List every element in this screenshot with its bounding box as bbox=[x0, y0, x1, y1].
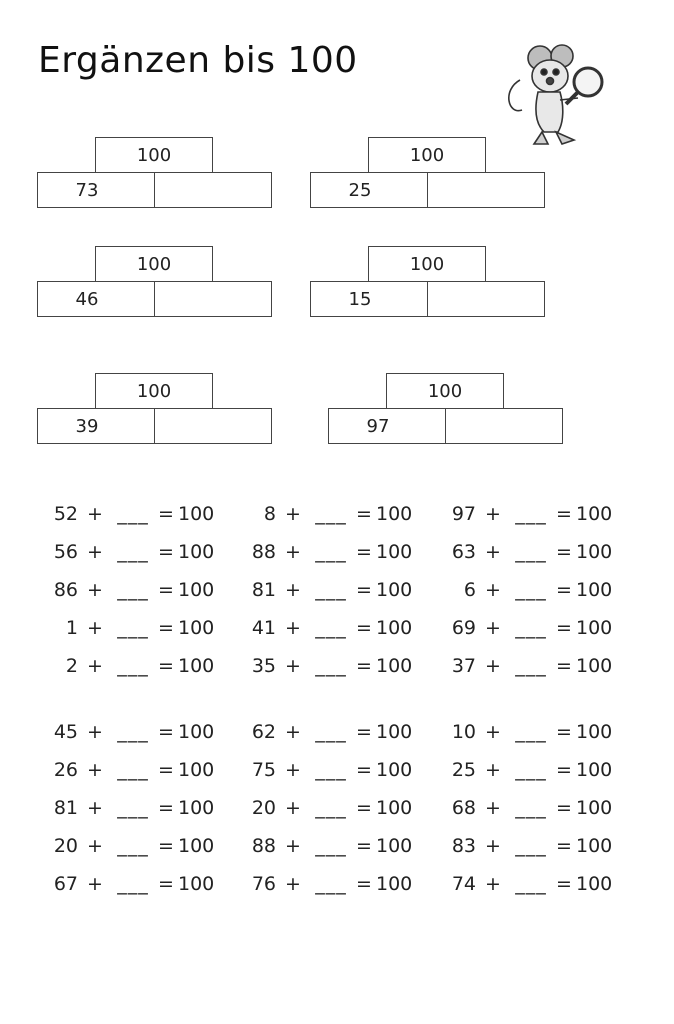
equation-row bbox=[250, 865, 430, 903]
answer-blank[interactable]: ___ bbox=[315, 797, 347, 819]
answer-blank[interactable]: ___ bbox=[117, 541, 149, 563]
addend: 20 bbox=[53, 835, 78, 857]
answer-blank[interactable]: ___ bbox=[315, 759, 347, 781]
equation-column bbox=[250, 713, 430, 903]
equation-row bbox=[52, 495, 232, 533]
equals-sign: = bbox=[356, 655, 372, 677]
plus-sign: + bbox=[485, 503, 501, 525]
plus-sign: + bbox=[485, 873, 501, 895]
plus-sign: + bbox=[87, 503, 103, 525]
answer-blank[interactable]: ___ bbox=[515, 873, 547, 895]
number-pyramid bbox=[37, 246, 273, 318]
result: 100 bbox=[178, 655, 215, 677]
plus-sign: + bbox=[285, 873, 301, 895]
number-pyramid bbox=[37, 373, 273, 445]
page-title: Ergänzen bis 100 bbox=[38, 40, 358, 81]
result: 100 bbox=[576, 503, 613, 525]
addend: 25 bbox=[451, 759, 476, 781]
answer-blank[interactable]: ___ bbox=[515, 797, 547, 819]
answer-blank[interactable]: ___ bbox=[515, 579, 547, 601]
plus-sign: + bbox=[485, 617, 501, 639]
answer-blank[interactable]: ___ bbox=[117, 873, 149, 895]
pyramid-top: 100 bbox=[95, 246, 213, 282]
result: 100 bbox=[576, 835, 613, 857]
plus-sign: + bbox=[485, 835, 501, 857]
addend: 1 bbox=[65, 617, 78, 639]
result: 100 bbox=[178, 617, 215, 639]
answer-blank[interactable]: ___ bbox=[515, 617, 547, 639]
equals-sign: = bbox=[556, 835, 572, 857]
equation-row bbox=[450, 647, 630, 685]
plus-sign: + bbox=[87, 873, 103, 895]
plus-sign: + bbox=[285, 579, 301, 601]
equals-sign: = bbox=[356, 617, 372, 639]
answer-blank[interactable]: ___ bbox=[315, 835, 347, 857]
equals-sign: = bbox=[158, 579, 174, 601]
equation-column bbox=[52, 713, 232, 903]
result: 100 bbox=[178, 721, 215, 743]
plus-sign: + bbox=[285, 759, 301, 781]
equation-row bbox=[250, 827, 430, 865]
result: 100 bbox=[376, 579, 413, 601]
equation-row bbox=[450, 533, 630, 571]
pyramid-answer[interactable] bbox=[445, 408, 563, 444]
result: 100 bbox=[376, 873, 413, 895]
equals-sign: = bbox=[158, 541, 174, 563]
addend: 81 bbox=[251, 579, 276, 601]
plus-sign: + bbox=[87, 759, 103, 781]
equation-row bbox=[52, 713, 232, 751]
plus-sign: + bbox=[285, 797, 301, 819]
equals-sign: = bbox=[556, 873, 572, 895]
plus-sign: + bbox=[485, 541, 501, 563]
result: 100 bbox=[576, 579, 613, 601]
answer-blank[interactable]: ___ bbox=[117, 617, 149, 639]
equation-row bbox=[450, 571, 630, 609]
answer-blank[interactable]: ___ bbox=[315, 617, 347, 639]
answer-blank[interactable]: ___ bbox=[117, 797, 149, 819]
plus-sign: + bbox=[485, 721, 501, 743]
result: 100 bbox=[178, 797, 215, 819]
equation-row bbox=[450, 609, 630, 647]
result: 100 bbox=[376, 541, 413, 563]
equals-sign: = bbox=[158, 759, 174, 781]
result: 100 bbox=[576, 797, 613, 819]
equals-sign: = bbox=[158, 503, 174, 525]
equation-column bbox=[450, 713, 630, 903]
equals-sign: = bbox=[356, 873, 372, 895]
plus-sign: + bbox=[285, 835, 301, 857]
result: 100 bbox=[576, 873, 613, 895]
plus-sign: + bbox=[485, 655, 501, 677]
equation-column bbox=[450, 495, 630, 685]
plus-sign: + bbox=[87, 797, 103, 819]
plus-sign: + bbox=[87, 655, 103, 677]
addend: 75 bbox=[251, 759, 276, 781]
equation-row bbox=[250, 571, 430, 609]
equals-sign: = bbox=[556, 721, 572, 743]
result: 100 bbox=[178, 835, 215, 857]
result: 100 bbox=[576, 721, 613, 743]
pyramid-left: 15 bbox=[310, 281, 428, 317]
equals-sign: = bbox=[356, 835, 372, 857]
equation-row bbox=[250, 609, 430, 647]
pyramid-left: 97 bbox=[328, 408, 446, 444]
plus-sign: + bbox=[87, 835, 103, 857]
equals-sign: = bbox=[158, 797, 174, 819]
equals-sign: = bbox=[556, 759, 572, 781]
result: 100 bbox=[376, 759, 413, 781]
equation-row bbox=[250, 751, 430, 789]
result: 100 bbox=[576, 759, 613, 781]
result: 100 bbox=[376, 655, 413, 677]
addend: 74 bbox=[451, 873, 476, 895]
result: 100 bbox=[376, 721, 413, 743]
pyramid-answer[interactable] bbox=[427, 281, 545, 317]
addend: 88 bbox=[251, 835, 276, 857]
addend: 68 bbox=[451, 797, 476, 819]
result: 100 bbox=[178, 541, 215, 563]
pyramid-top: 100 bbox=[95, 137, 213, 173]
equation-row bbox=[52, 827, 232, 865]
equals-sign: = bbox=[556, 617, 572, 639]
equals-sign: = bbox=[158, 655, 174, 677]
equation-row bbox=[52, 751, 232, 789]
answer-blank[interactable]: ___ bbox=[117, 579, 149, 601]
pyramid-top: 100 bbox=[386, 373, 504, 409]
answer-blank[interactable]: ___ bbox=[117, 759, 149, 781]
addend: 86 bbox=[53, 579, 78, 601]
addend: 62 bbox=[251, 721, 276, 743]
plus-sign: + bbox=[87, 721, 103, 743]
equals-sign: = bbox=[356, 541, 372, 563]
equation-row bbox=[450, 865, 630, 903]
result: 100 bbox=[576, 655, 613, 677]
pyramid-answer[interactable] bbox=[154, 172, 272, 208]
equation-row bbox=[52, 789, 232, 827]
answer-blank[interactable]: ___ bbox=[515, 835, 547, 857]
pyramid-left: 25 bbox=[310, 172, 428, 208]
equation-row bbox=[250, 713, 430, 751]
pyramid-answer[interactable] bbox=[427, 172, 545, 208]
addend: 10 bbox=[451, 721, 476, 743]
plus-sign: + bbox=[485, 759, 501, 781]
pyramid-top: 100 bbox=[368, 246, 486, 282]
answer-blank[interactable]: ___ bbox=[315, 655, 347, 677]
number-pyramid bbox=[37, 137, 273, 209]
pyramid-left: 39 bbox=[37, 408, 155, 444]
addend: 88 bbox=[251, 541, 276, 563]
pyramid-top: 100 bbox=[368, 137, 486, 173]
equation-row bbox=[250, 647, 430, 685]
result: 100 bbox=[178, 873, 215, 895]
equals-sign: = bbox=[556, 503, 572, 525]
result: 100 bbox=[376, 617, 413, 639]
answer-blank[interactable]: ___ bbox=[315, 721, 347, 743]
result: 100 bbox=[376, 503, 413, 525]
equals-sign: = bbox=[356, 759, 372, 781]
result: 100 bbox=[178, 579, 215, 601]
answer-blank[interactable]: ___ bbox=[117, 721, 149, 743]
addend: 26 bbox=[53, 759, 78, 781]
addend: 2 bbox=[65, 655, 78, 677]
addend: 97 bbox=[451, 503, 476, 525]
addend: 35 bbox=[251, 655, 276, 677]
number-pyramid bbox=[310, 137, 546, 209]
plus-sign: + bbox=[285, 503, 301, 525]
answer-blank[interactable]: ___ bbox=[315, 503, 347, 525]
equation-row bbox=[450, 789, 630, 827]
result: 100 bbox=[376, 835, 413, 857]
number-pyramid bbox=[328, 373, 564, 445]
answer-blank[interactable]: ___ bbox=[315, 541, 347, 563]
plus-sign: + bbox=[285, 541, 301, 563]
answer-blank[interactable]: ___ bbox=[515, 503, 547, 525]
equals-sign: = bbox=[356, 579, 372, 601]
answer-blank[interactable]: ___ bbox=[117, 503, 149, 525]
equals-sign: = bbox=[556, 579, 572, 601]
pyramid-left: 46 bbox=[37, 281, 155, 317]
result: 100 bbox=[376, 797, 413, 819]
plus-sign: + bbox=[485, 579, 501, 601]
addend: 45 bbox=[53, 721, 78, 743]
equation-row bbox=[450, 495, 630, 533]
equation-row bbox=[450, 827, 630, 865]
equation-row bbox=[250, 533, 430, 571]
answer-blank[interactable]: ___ bbox=[515, 655, 547, 677]
answer-blank[interactable]: ___ bbox=[515, 721, 547, 743]
addend: 67 bbox=[53, 873, 78, 895]
addend: 37 bbox=[451, 655, 476, 677]
result: 100 bbox=[178, 759, 215, 781]
equation-row bbox=[52, 609, 232, 647]
answer-blank[interactable]: ___ bbox=[515, 759, 547, 781]
addend: 56 bbox=[53, 541, 78, 563]
equals-sign: = bbox=[356, 721, 372, 743]
plus-sign: + bbox=[285, 721, 301, 743]
answer-blank[interactable]: ___ bbox=[315, 873, 347, 895]
equation-row bbox=[52, 647, 232, 685]
answer-blank[interactable]: ___ bbox=[117, 835, 149, 857]
addend: 76 bbox=[251, 873, 276, 895]
equals-sign: = bbox=[356, 797, 372, 819]
equation-row bbox=[250, 495, 430, 533]
equation-row bbox=[52, 533, 232, 571]
plus-sign: + bbox=[285, 655, 301, 677]
result: 100 bbox=[576, 541, 613, 563]
result: 100 bbox=[576, 617, 613, 639]
equals-sign: = bbox=[556, 797, 572, 819]
pyramid-left: 73 bbox=[37, 172, 155, 208]
equals-sign: = bbox=[556, 655, 572, 677]
equation-column bbox=[250, 495, 430, 685]
equation-column bbox=[52, 495, 232, 685]
equals-sign: = bbox=[556, 541, 572, 563]
addend: 69 bbox=[451, 617, 476, 639]
addend: 6 bbox=[463, 579, 476, 601]
equation-row bbox=[250, 789, 430, 827]
equation-row bbox=[450, 751, 630, 789]
result: 100 bbox=[178, 503, 215, 525]
number-pyramid bbox=[310, 246, 546, 318]
answer-blank[interactable]: ___ bbox=[315, 579, 347, 601]
answer-blank[interactable]: ___ bbox=[117, 655, 149, 677]
addend: 81 bbox=[53, 797, 78, 819]
equals-sign: = bbox=[158, 721, 174, 743]
equation-row bbox=[450, 713, 630, 751]
plus-sign: + bbox=[87, 541, 103, 563]
plus-sign: + bbox=[87, 579, 103, 601]
plus-sign: + bbox=[285, 617, 301, 639]
plus-sign: + bbox=[87, 617, 103, 639]
addend: 20 bbox=[251, 797, 276, 819]
addend: 63 bbox=[451, 541, 476, 563]
equation-row bbox=[52, 571, 232, 609]
plus-sign: + bbox=[485, 797, 501, 819]
equals-sign: = bbox=[158, 835, 174, 857]
addend: 52 bbox=[53, 503, 78, 525]
addend: 8 bbox=[263, 503, 276, 525]
pyramid-answer[interactable] bbox=[154, 281, 272, 317]
addend: 41 bbox=[251, 617, 276, 639]
pyramid-top: 100 bbox=[95, 373, 213, 409]
equals-sign: = bbox=[356, 503, 372, 525]
answer-blank[interactable]: ___ bbox=[515, 541, 547, 563]
addend: 83 bbox=[451, 835, 476, 857]
equals-sign: = bbox=[158, 873, 174, 895]
mouse-with-magnifier-icon bbox=[500, 40, 610, 150]
pyramid-answer[interactable] bbox=[154, 408, 272, 444]
equals-sign: = bbox=[158, 617, 174, 639]
equation-row bbox=[52, 865, 232, 903]
